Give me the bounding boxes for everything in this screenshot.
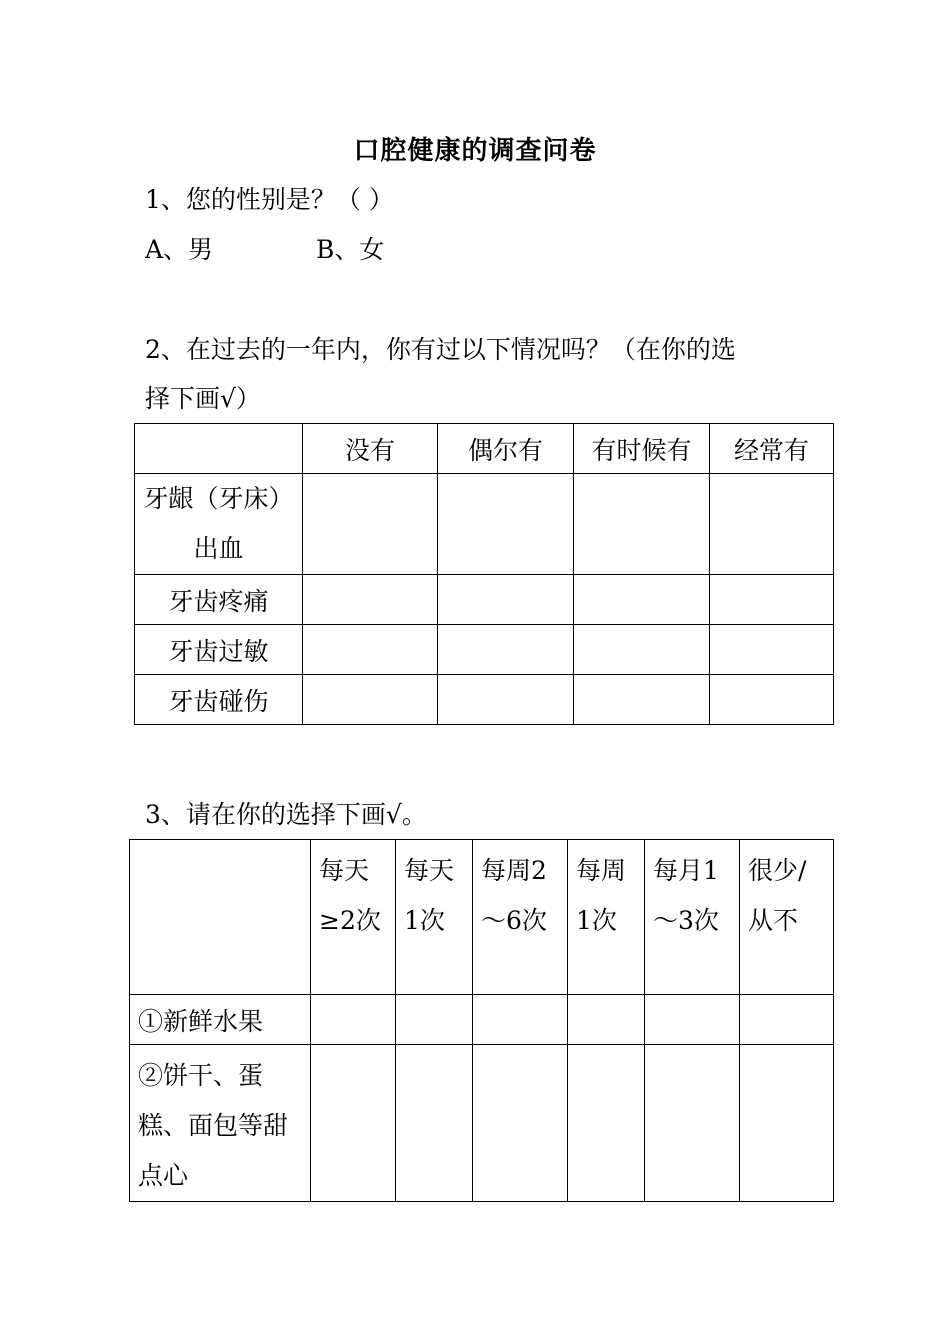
header-cell: 很少/从不 xyxy=(740,840,834,995)
row-label xyxy=(135,474,303,575)
row-label: 牙齿过敏 xyxy=(135,625,303,675)
option-a: A、男 xyxy=(145,235,214,264)
answer-cell[interactable] xyxy=(438,474,574,575)
answer-cell[interactable] xyxy=(438,675,574,725)
table-row xyxy=(135,575,834,625)
answer-cell[interactable] xyxy=(303,675,438,725)
table-row xyxy=(130,995,834,1045)
answer-cell[interactable] xyxy=(740,1045,834,1202)
answer-cell[interactable] xyxy=(568,1045,645,1202)
table-row xyxy=(135,474,834,575)
answer-cell[interactable] xyxy=(574,675,710,725)
row-label-line-2: 出血 xyxy=(193,534,244,563)
answer-cell[interactable] xyxy=(645,995,740,1045)
answer-cell[interactable] xyxy=(574,625,710,675)
question-3: 3、请在你的选择下画√。 xyxy=(145,800,427,829)
answer-cell[interactable] xyxy=(473,1045,568,1202)
header-cell xyxy=(135,424,303,474)
answer-cell[interactable] xyxy=(311,1045,396,1202)
table-row xyxy=(135,675,834,725)
page-title: 口腔健康的调查问卷 xyxy=(353,136,597,166)
answer-cell[interactable] xyxy=(438,625,574,675)
answer-cell[interactable] xyxy=(568,995,645,1045)
answer-cell[interactable] xyxy=(303,474,438,575)
answer-cell[interactable] xyxy=(710,675,834,725)
answer-cell[interactable] xyxy=(645,1045,740,1202)
row-label: ①新鲜水果 xyxy=(130,995,311,1045)
question-2-line-2: 择下画√） xyxy=(145,384,261,413)
header-cell: 每天≥2次 xyxy=(311,840,396,995)
header-cell: 偶尔有 xyxy=(438,424,574,474)
header-cell: 有时候有 xyxy=(574,424,710,474)
answer-cell[interactable] xyxy=(740,995,834,1045)
header-cell: 经常有 xyxy=(710,424,834,474)
answer-cell[interactable] xyxy=(710,625,834,675)
answer-cell[interactable] xyxy=(303,625,438,675)
answer-cell[interactable] xyxy=(473,995,568,1045)
row-label-line-1: 牙龈（牙床） xyxy=(143,484,294,513)
header-cell: 没有 xyxy=(303,424,438,474)
row-label: 牙齿疼痛 xyxy=(135,575,303,625)
row-label: ②饼干、蛋糕、面包等甜点心 xyxy=(130,1045,311,1202)
table-row xyxy=(130,1045,834,1202)
table-row xyxy=(135,625,834,675)
answer-cell[interactable] xyxy=(710,575,834,625)
table-header-row xyxy=(130,840,834,995)
header-cell: 每天1次 xyxy=(396,840,473,995)
answer-cell[interactable] xyxy=(710,474,834,575)
header-cell: 每月1～3次 xyxy=(645,840,740,995)
question-1: 1、您的性别是？（ ） xyxy=(145,185,394,214)
answer-cell[interactable] xyxy=(574,474,710,575)
answer-cell[interactable] xyxy=(396,995,473,1045)
header-cell: 每周2～6次 xyxy=(473,840,568,995)
question-3-table xyxy=(129,839,834,1202)
header-cell xyxy=(130,840,311,995)
answer-cell[interactable] xyxy=(396,1045,473,1202)
answer-cell[interactable] xyxy=(311,995,396,1045)
answer-cell[interactable] xyxy=(303,575,438,625)
table-header-row xyxy=(135,424,834,474)
question-2-table xyxy=(134,423,834,725)
option-b: B、女 xyxy=(316,235,385,264)
question-2-line-1: 2、在过去的一年内，你有过以下情况吗？（在你的选 xyxy=(145,335,736,364)
row-label: 牙齿碰伤 xyxy=(135,675,303,725)
answer-cell[interactable] xyxy=(574,575,710,625)
header-cell: 每周1次 xyxy=(568,840,645,995)
answer-cell[interactable] xyxy=(438,575,574,625)
